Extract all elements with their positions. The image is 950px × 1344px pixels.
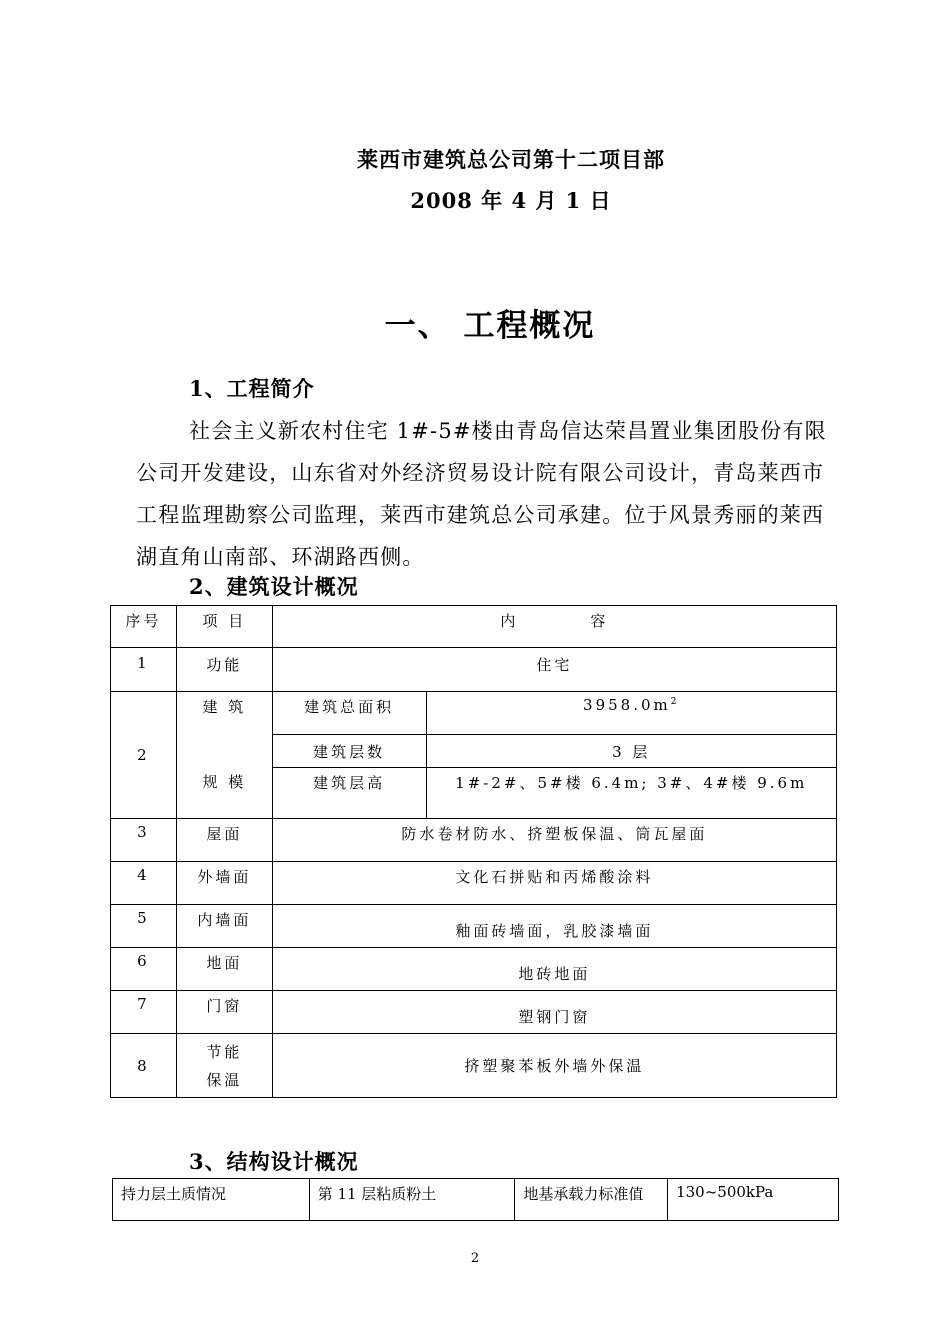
table-row — [111, 1034, 837, 1098]
header-no: 序号 — [111, 606, 177, 648]
row-content: 塑钢门窗 — [272, 991, 836, 1034]
architecture-table — [110, 605, 837, 1098]
row-item-split — [176, 692, 272, 819]
intro-paragraph — [136, 410, 838, 578]
sub-value — [426, 692, 836, 735]
row-no: 7 — [111, 991, 177, 1034]
sub-label: 建筑层数 — [272, 735, 426, 768]
table-row — [111, 819, 837, 862]
row-item: 地面 — [176, 948, 272, 991]
table-row — [111, 862, 837, 905]
header-item: 项 目 — [176, 606, 272, 648]
page-number: 2 — [470, 1251, 480, 1266]
header-content: 内 容 — [272, 606, 836, 648]
intro-heading: 1、工程简介 — [189, 376, 315, 401]
row-item-top: 建 筑 — [202, 698, 247, 716]
row-content: 地砖地面 — [272, 948, 836, 991]
struct-cell: 第 11 层粘质粉土 — [309, 1179, 515, 1221]
section-title: 一、 工程概况 — [384, 308, 596, 344]
row-no: 2 — [111, 692, 177, 819]
struct-cell: 持力层土质情况 — [113, 1179, 310, 1221]
row-no: 4 — [111, 862, 177, 905]
struct-cell: 130~500kPa — [668, 1179, 839, 1221]
row-content: 挤塑聚苯板外墙外保温 — [272, 1034, 836, 1098]
table-row — [111, 905, 837, 948]
superscript: 2 — [670, 697, 680, 707]
arch-heading: 2、建筑设计概况 — [189, 574, 359, 599]
row-item-top: 节能 — [206, 1042, 243, 1061]
sub-label: 建筑总面积 — [272, 692, 426, 735]
row-item: 门窗 — [176, 991, 272, 1034]
document-date: 2008 年 4 月 1 日 — [410, 188, 612, 213]
struct-heading: 3、结构设计概况 — [189, 1149, 359, 1174]
table-row — [111, 991, 837, 1034]
row-item-bottom: 保温 — [206, 1070, 243, 1089]
intro-text: 社会主义新农村住宅 1#-5#楼由青岛信达荣昌置业集团股份有限公司开发建设，山东省对外经济贸易设计院有限公司设计，青岛莱西市工程监理勘察公司监理，莱西市建筑总公司承建。位于风景秀丽的莱西湖直角山南部、环湖路西侧。 — [136, 419, 827, 569]
row-item: 外墙面 — [176, 862, 272, 905]
row-item-bottom: 规 模 — [202, 773, 247, 791]
row-item: 内墙面 — [176, 905, 272, 948]
row-no: 8 — [111, 1034, 177, 1098]
struct-cell: 地基承载力标准值 — [515, 1179, 668, 1221]
row-content: 防水卷材防水、挤塑板保温、筒瓦屋面 — [272, 819, 836, 862]
table-row — [111, 948, 837, 991]
row-item: 功能 — [176, 648, 272, 692]
row-no: 1 — [111, 648, 177, 692]
table-row — [111, 692, 837, 735]
sub-value: 1#-2#、5#楼 6.4m; 3#、4#楼 9.6m — [426, 768, 836, 819]
sub-label: 建筑层高 — [272, 768, 426, 819]
row-content: 釉面砖墙面，乳胶漆墙面 — [272, 905, 836, 948]
row-item-split — [176, 1034, 272, 1098]
row-content: 住宅 — [272, 648, 836, 692]
sub-value: 3 层 — [426, 735, 836, 768]
row-item: 屋面 — [176, 819, 272, 862]
structure-table — [112, 1178, 839, 1221]
row-no: 6 — [111, 948, 177, 991]
row-no: 3 — [111, 819, 177, 862]
table-header-row — [111, 606, 837, 648]
table-row — [111, 648, 837, 692]
row-content: 文化石拼贴和丙烯酸涂料 — [272, 862, 836, 905]
sub-value-text: 3958.0m — [583, 696, 671, 714]
row-no: 5 — [111, 905, 177, 948]
organization-name: 莱西市建筑总公司第十二项目部 — [357, 147, 665, 172]
table-row — [113, 1179, 839, 1221]
